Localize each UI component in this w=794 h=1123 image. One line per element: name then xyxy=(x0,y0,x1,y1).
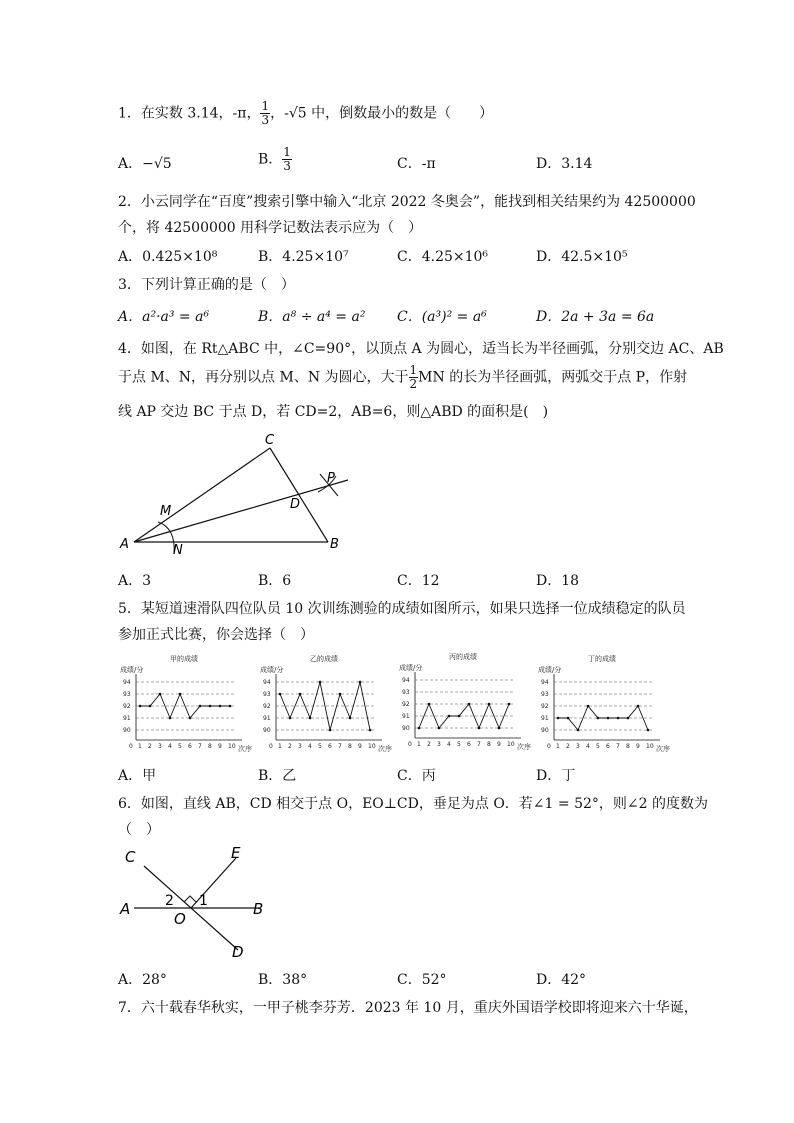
q2-line1: 2．小云同学在“百度”搜索引擎中输入“北京 2022 冬奥会”，能找到相关结果约为 42500000 xyxy=(118,194,696,210)
label-e: E xyxy=(231,844,241,862)
origin-label: 0 xyxy=(129,743,133,750)
q4-option-c[interactable]: C．12 xyxy=(397,573,440,589)
data-point xyxy=(329,729,332,732)
q6-line2: （ ） xyxy=(118,822,160,838)
label-c2: C xyxy=(125,848,136,866)
label-m: M xyxy=(160,504,172,519)
q4-line2 xyxy=(118,364,687,391)
q1-frac-num: 1 xyxy=(261,99,270,113)
data-point xyxy=(458,715,461,718)
q7-line1: 7．六十载春华秋实，一甲子桃李芬芳．2023 年 10 月，重庆外国语学校即将迎来六十华诞， xyxy=(118,1000,698,1016)
origin-label: 0 xyxy=(408,741,412,748)
x-tick-label: 5 xyxy=(457,741,461,748)
y-tick-label: 90 xyxy=(402,725,410,732)
data-point xyxy=(199,705,202,708)
x-tick-label: 5 xyxy=(178,743,182,750)
q6-option-c[interactable]: C．52° xyxy=(397,972,447,988)
q1-option-c[interactable]: C．-π xyxy=(397,156,436,172)
y-tick-label: 90 xyxy=(123,727,131,734)
data-point xyxy=(478,727,481,730)
q4-option-b[interactable]: B．6 xyxy=(258,573,292,589)
q4-option-d[interactable]: D．18 xyxy=(536,573,580,589)
x-tick-label: 1 xyxy=(138,743,142,750)
ray-oe xyxy=(191,858,236,908)
x-tick-label: 10 xyxy=(368,743,376,750)
data-point xyxy=(189,717,192,720)
y-axis-label: 成绩/分 xyxy=(399,664,423,672)
y-tick-label: 92 xyxy=(402,701,410,708)
x-tick-label: 6 xyxy=(328,743,332,750)
x-tick-label: 3 xyxy=(576,743,580,750)
data-point xyxy=(647,729,650,732)
chart-title: 甲的成绩 xyxy=(170,655,198,663)
chart-bing xyxy=(397,650,531,752)
y-tick-label: 90 xyxy=(541,727,549,734)
x-tick-label: 2 xyxy=(427,741,431,748)
x-tick-label: 9 xyxy=(636,743,640,750)
q5-line2: 参加正式比赛，你会选择（ ） xyxy=(118,627,314,643)
x-tick-label: 8 xyxy=(487,741,491,748)
q5-option-b[interactable]: B．乙 xyxy=(258,768,297,784)
arc-mn xyxy=(158,522,174,554)
data-point xyxy=(309,717,312,720)
x-tick-label: 6 xyxy=(606,743,610,750)
data-point xyxy=(577,729,580,732)
data-point xyxy=(209,705,212,708)
data-point xyxy=(359,681,362,684)
label-a: A xyxy=(120,537,129,552)
data-point xyxy=(498,727,501,730)
x-axis-label: 次序 xyxy=(656,745,670,753)
q3-stem: 3．下列计算正确的是（ ） xyxy=(118,277,295,293)
data-point xyxy=(508,703,511,706)
q1-optb-num: 1 xyxy=(283,145,291,159)
y-tick-label: 94 xyxy=(402,677,410,684)
chart-title: 丁的成绩 xyxy=(588,655,616,663)
q1-option-d[interactable]: D．3.14 xyxy=(536,156,593,172)
data-point xyxy=(428,703,431,706)
q1-option-b[interactable] xyxy=(258,146,292,173)
data-point xyxy=(139,705,142,708)
data-point xyxy=(159,693,162,696)
q5-line1: 5．某短道速滑队四位队员 10 次训练测验的成绩如图所示，如果只选择一位成绩稳定的队员 xyxy=(118,601,686,617)
x-tick-label: 8 xyxy=(208,743,212,750)
data-point xyxy=(169,717,172,720)
x-tick-label: 4 xyxy=(586,743,590,750)
data-point xyxy=(438,727,441,730)
q6-line1: 6．如图，直线 AB，CD 相交于点 O，EO⊥CD，垂足为点 O．若∠1 = 52°，则∠2 的度数为 xyxy=(118,796,708,812)
segment-ac xyxy=(134,448,270,542)
segment-cb xyxy=(270,448,328,542)
origin-label: 0 xyxy=(547,743,551,750)
x-tick-label: 6 xyxy=(188,743,192,750)
y-tick-label: 94 xyxy=(123,679,131,686)
x-tick-label: 8 xyxy=(626,743,630,750)
x-tick-label: 6 xyxy=(467,741,471,748)
data-point xyxy=(587,705,590,708)
y-tick-label: 91 xyxy=(123,715,131,722)
x-tick-label: 10 xyxy=(228,743,236,750)
label-b2: B xyxy=(253,900,264,918)
label-d2: D xyxy=(232,943,244,961)
x-tick-label: 7 xyxy=(616,743,620,750)
q2-option-b[interactable]: B．4.25×10⁷ xyxy=(258,249,349,265)
data-point xyxy=(567,717,570,720)
y-tick-label: 94 xyxy=(541,679,549,686)
x-tick-label: 2 xyxy=(148,743,152,750)
y-tick-label: 93 xyxy=(402,689,410,696)
x-tick-label: 8 xyxy=(348,743,352,750)
q3-option-c[interactable]: C．(a³)² = a⁶ xyxy=(397,309,487,325)
right-angle-mark xyxy=(184,896,196,902)
q4-frac-num: 1 xyxy=(409,363,418,377)
data-point xyxy=(179,693,182,696)
q3-option-d[interactable]: D．2a + 3a = 6a xyxy=(536,309,655,325)
label-d: D xyxy=(290,497,301,512)
q3-option-a[interactable]: A．a²·a³ = a⁶ xyxy=(118,309,210,325)
y-tick-label: 92 xyxy=(123,703,131,710)
data-point xyxy=(627,717,630,720)
data-point xyxy=(607,717,610,720)
chart-yi xyxy=(258,652,392,754)
q1-stem-b: ，-√5 中，倒数最小的数是（ ） xyxy=(270,105,494,122)
angle-1-label: 1 xyxy=(199,893,208,909)
chart-title: 丙的成绩 xyxy=(449,653,477,661)
x-tick-label: 10 xyxy=(507,741,515,748)
data-point xyxy=(369,729,372,732)
q1-stem-a: 1．在实数 3.14，-π， xyxy=(118,105,261,122)
label-c: C xyxy=(265,433,275,448)
y-tick-label: 93 xyxy=(263,691,271,698)
data-point xyxy=(637,705,640,708)
q1-stem xyxy=(118,100,493,127)
x-tick-label: 3 xyxy=(437,741,441,748)
x-tick-label: 5 xyxy=(596,743,600,750)
q4-line2-b: MN 的长为半径画弧，两弧交于点 P，作射 xyxy=(418,369,688,386)
y-axis-label: 成绩/分 xyxy=(120,666,144,674)
x-tick-label: 4 xyxy=(168,743,172,750)
q4-frac-den: 2 xyxy=(409,377,418,391)
y-axis-label: 成绩/分 xyxy=(538,666,562,674)
q1-optb-den: 3 xyxy=(283,159,291,173)
x-axis-label: 次序 xyxy=(517,743,531,751)
q4-line3: 线 AP 交边 BC 于点 D，若 CD=2，AB=6，则△ABD 的面积是( ) xyxy=(118,404,549,420)
data-point xyxy=(557,717,560,720)
label-p: P xyxy=(327,471,335,486)
q4-line1: 4．如图，在 Rt△ABC 中，∠C=90°，以顶点 A 为圆心，适当长为半径画弧，分别交边 AC、AB xyxy=(118,341,724,357)
q1-option-b-fraction xyxy=(282,146,292,173)
data-point xyxy=(229,705,232,708)
x-tick-label: 3 xyxy=(158,743,162,750)
origin-label: 0 xyxy=(269,743,273,750)
label-b: B xyxy=(330,537,339,552)
data-point xyxy=(488,703,491,706)
q6-option-a[interactable]: A．28° xyxy=(118,972,167,988)
q5-option-c[interactable]: C．丙 xyxy=(397,768,436,784)
x-tick-label: 5 xyxy=(318,743,322,750)
q2-option-c[interactable]: C．4.25×10⁶ xyxy=(397,249,489,265)
y-tick-label: 91 xyxy=(402,713,410,720)
data-point xyxy=(219,705,222,708)
q2-line2: 个，将 42500000 用科学记数法表示应为（ ） xyxy=(118,220,423,236)
chart-jia xyxy=(118,652,252,754)
x-tick-label: 3 xyxy=(298,743,302,750)
q5-option-d[interactable]: D．丁 xyxy=(536,768,576,784)
label-o: O xyxy=(174,910,186,928)
x-tick-label: 7 xyxy=(198,743,202,750)
x-tick-label: 2 xyxy=(566,743,570,750)
data-point xyxy=(349,717,352,720)
x-tick-label: 9 xyxy=(218,743,222,750)
data-point xyxy=(468,703,471,706)
x-tick-label: 2 xyxy=(288,743,292,750)
q6-option-b[interactable]: B．38° xyxy=(258,972,308,988)
label-n: N xyxy=(173,543,183,558)
q4-line2-a: 于点 M、N，再分别以点 M、N 为圆心，大于 xyxy=(118,369,409,386)
q4-fraction xyxy=(409,364,419,391)
x-tick-label: 9 xyxy=(497,741,501,748)
data-point xyxy=(289,717,292,720)
y-tick-label: 94 xyxy=(263,679,271,686)
y-axis-label: 成绩/分 xyxy=(260,666,284,674)
x-tick-label: 7 xyxy=(477,741,481,748)
x-tick-label: 4 xyxy=(308,743,312,750)
x-tick-label: 1 xyxy=(556,743,560,750)
q3-option-b[interactable]: B．a⁸ ÷ a⁴ = a² xyxy=(258,309,366,325)
data-point xyxy=(149,705,152,708)
y-tick-label: 90 xyxy=(263,727,271,734)
x-tick-label: 4 xyxy=(447,741,451,748)
x-tick-label: 10 xyxy=(646,743,654,750)
y-tick-label: 92 xyxy=(541,703,549,710)
data-point xyxy=(448,715,451,718)
x-tick-label: 7 xyxy=(338,743,342,750)
chart-ding xyxy=(536,652,676,754)
angle-2-label: 2 xyxy=(165,893,174,909)
data-point xyxy=(617,717,620,720)
x-tick-label: 1 xyxy=(417,741,421,748)
data-point xyxy=(319,681,322,684)
q1-frac-den: 3 xyxy=(261,113,270,127)
x-axis-label: 次序 xyxy=(378,745,392,753)
q1-option-a[interactable]: A．−√5 xyxy=(118,156,172,172)
x-tick-label: 1 xyxy=(278,743,282,750)
x-tick-label: 9 xyxy=(358,743,362,750)
q2-option-a[interactable]: A．0.425×10⁸ xyxy=(118,249,218,265)
data-point xyxy=(339,693,342,696)
y-tick-label: 93 xyxy=(541,691,549,698)
y-tick-label: 92 xyxy=(263,703,271,710)
q1-fraction xyxy=(260,100,270,127)
q5-option-a[interactable]: A．甲 xyxy=(118,768,157,784)
q6-lines-figure xyxy=(110,840,280,965)
label-a2: A xyxy=(120,900,131,918)
data-point xyxy=(299,693,302,696)
y-tick-label: 93 xyxy=(123,691,131,698)
q2-option-d[interactable]: D．42.5×10⁵ xyxy=(536,249,628,265)
data-point xyxy=(597,717,600,720)
data-point xyxy=(418,727,421,730)
x-axis-label: 次序 xyxy=(238,745,252,753)
data-point xyxy=(279,693,282,696)
y-tick-label: 91 xyxy=(263,715,271,722)
chart-title: 乙的成绩 xyxy=(310,655,338,663)
y-tick-label: 91 xyxy=(541,715,549,722)
q6-option-d[interactable]: D．42° xyxy=(536,972,587,988)
q1-option-b-label: B． xyxy=(258,151,283,168)
q4-option-a[interactable]: A．3 xyxy=(118,573,152,589)
q4-triangle-figure xyxy=(110,430,370,560)
